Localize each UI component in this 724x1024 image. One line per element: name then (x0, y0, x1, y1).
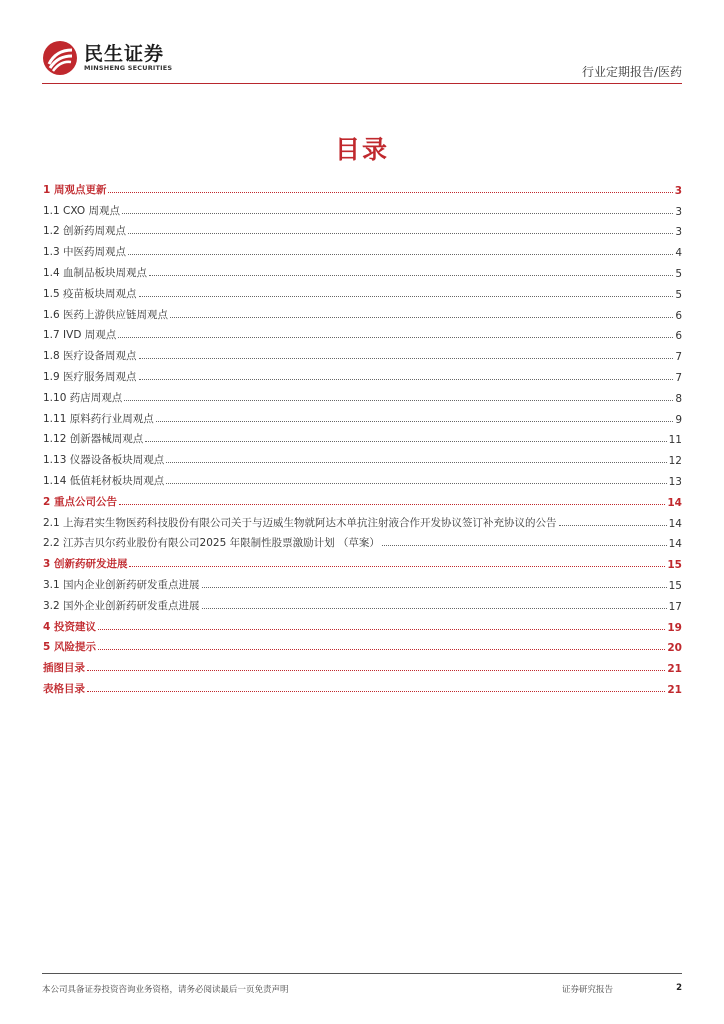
toc-entry-label: 1.4 血制品板块周观点 (43, 266, 148, 279)
toc-entry-page: 17 (668, 600, 682, 613)
toc-leader-dots (166, 461, 666, 463)
toc-entry[interactable] (43, 259, 682, 280)
toc-leader-dots (139, 357, 674, 359)
toc-entry[interactable] (43, 384, 682, 405)
toc-leader-dots (129, 565, 665, 567)
toc-entry[interactable] (43, 238, 682, 259)
toc-entry-page: 7 (675, 371, 682, 384)
toc-entry[interactable] (43, 634, 682, 655)
toc-entry[interactable] (43, 363, 682, 384)
logo-cn-text: 民生证券 (84, 42, 165, 65)
toc-entry-label: 1.14 低值耗材板块周观点 (43, 474, 165, 487)
toc-entry-label: 1.3 中医药周观点 (43, 246, 127, 259)
toc-leader-dots (128, 253, 673, 255)
toc-entry-label: 2.2 江苏吉贝尔药业股份有限公司2025 年限制性股票激励计划 （草案） (43, 537, 380, 550)
toc-leader-dots (87, 669, 665, 671)
toc-entry[interactable] (43, 197, 682, 218)
toc-entry-page: 4 (675, 247, 682, 260)
toc-leader-dots (166, 482, 666, 484)
toc-entry-label: 4 投资建议 (43, 620, 96, 633)
toc-entry-page: 3 (674, 184, 682, 197)
toc-entry-page: 6 (675, 309, 682, 322)
toc-entry-label: 1 周观点更新 (43, 183, 107, 196)
toc-entry-label: 1.7 IVD 周观点 (43, 329, 117, 342)
toc-entry[interactable] (43, 467, 682, 488)
toc-entry-page: 5 (675, 288, 682, 301)
toc-entry[interactable] (43, 342, 682, 363)
toc-entry-page: 13 (668, 475, 682, 488)
toc-entry-page: 20 (667, 642, 682, 655)
toc-entry-page: 21 (667, 663, 682, 676)
footer-doc-type: 证券研究报告 (562, 985, 614, 995)
toc-entry-page: 19 (667, 621, 682, 634)
toc-entry-label: 1.10 药店周观点 (43, 391, 123, 404)
toc-entry-label: 1.8 医疗设备周观点 (43, 350, 137, 363)
toc-leader-dots (149, 274, 673, 276)
toc-entry-label: 1.11 原料药行业周观点 (43, 412, 154, 425)
toc-entry-label: 3.1 国内企业创新药研发重点进展 (43, 578, 200, 591)
toc-leader-dots (139, 295, 674, 297)
company-logo (42, 40, 172, 76)
toc-entry[interactable] (43, 301, 682, 322)
toc-entry[interactable] (43, 530, 682, 551)
toc-leader-dots (98, 648, 665, 650)
toc-entry[interactable] (43, 488, 682, 509)
toc-entry[interactable] (43, 509, 682, 530)
toc-entry-page: 14 (668, 538, 682, 551)
toc-leader-dots (118, 336, 673, 338)
toc-entry[interactable] (43, 405, 682, 426)
toc-leader-dots (559, 524, 667, 526)
footer-divider (42, 973, 682, 974)
toc-entry[interactable] (43, 654, 682, 675)
toc-entry[interactable] (43, 446, 682, 467)
header-divider (42, 83, 682, 84)
toc-entry-page: 11 (668, 434, 682, 447)
toc-entry-label: 1.12 创新器械周观点 (43, 433, 144, 446)
toc-entry-page: 5 (675, 267, 682, 280)
page-number: 2 (676, 983, 682, 993)
toc-entry-label: 1.13 仪器设备板块周观点 (43, 454, 165, 467)
toc-leader-dots (128, 232, 673, 234)
toc-entry[interactable] (43, 675, 682, 696)
toc-leader-dots (156, 420, 674, 422)
toc-entry[interactable] (43, 322, 682, 343)
toc-entry-page: 21 (667, 683, 682, 696)
toc-entry-label: 1.2 创新药周观点 (43, 225, 127, 238)
toc-entry-page: 12 (668, 455, 682, 468)
toc-entry-page: 15 (667, 559, 682, 572)
toc-entry[interactable] (43, 426, 682, 447)
toc-entry-label: 2 重点公司公告 (43, 495, 117, 508)
toc-entry-label: 1.5 疫苗板块周观点 (43, 287, 137, 300)
toc-entry-label: 1.1 CXO 周观点 (43, 204, 120, 217)
toc-entry-page: 7 (675, 351, 682, 364)
toc-leader-dots (382, 544, 667, 546)
toc-leader-dots (202, 586, 667, 588)
toc-entry-label: 插图目录 (43, 662, 85, 675)
toc-leader-dots (202, 607, 667, 609)
page-header (42, 40, 682, 84)
table-of-contents (43, 176, 682, 696)
toc-entry[interactable] (43, 218, 682, 239)
toc-entry[interactable] (43, 571, 682, 592)
toc-entry-page: 6 (675, 330, 682, 343)
toc-title: 目录 (334, 135, 389, 164)
toc-leader-dots (145, 440, 666, 442)
toc-leader-dots (122, 212, 673, 214)
toc-entry-page: 3 (675, 226, 682, 239)
toc-leader-dots (124, 399, 673, 401)
toc-entry-page: 9 (675, 413, 682, 426)
toc-entry-label: 5 风险提示 (43, 641, 96, 654)
logo-en-text: MINSHENG SECURITIES (84, 63, 173, 72)
toc-entry-label: 3 创新药研发进展 (43, 558, 128, 571)
toc-entry[interactable] (43, 550, 682, 571)
toc-entry-page: 14 (668, 517, 682, 530)
toc-entry-label: 3.2 国外企业创新药研发重点进展 (43, 599, 200, 612)
toc-leader-dots (170, 316, 673, 318)
toc-entry-label: 1.9 医疗服务周观点 (43, 370, 137, 383)
minsheng-logo-icon (42, 40, 78, 76)
footer-disclaimer: 本公司具备证券投资咨询业务资格，请务必阅读最后一页免责声明 (42, 985, 289, 995)
toc-entry-page: 3 (675, 205, 682, 218)
toc-entry-page: 8 (675, 392, 682, 405)
toc-leader-dots (119, 503, 665, 505)
toc-entry-label: 2.1 上海君实生物医药科技股份有限公司关于与迈威生物就阿达木单抗注射液合作开发协议签订补充协议的公告 (43, 516, 557, 529)
toc-entry[interactable] (43, 176, 682, 197)
toc-entry-label: 1.6 医药上游供应链周观点 (43, 308, 169, 321)
toc-entry-label: 表格目录 (43, 682, 85, 695)
toc-entry[interactable] (43, 592, 682, 613)
report-type: 行业定期报告/医药 (581, 65, 682, 79)
toc-entry-page: 15 (668, 579, 682, 592)
toc-leader-dots (98, 628, 665, 630)
toc-leader-dots (87, 690, 665, 692)
toc-entry[interactable] (43, 280, 682, 301)
toc-leader-dots (108, 191, 672, 193)
toc-entry[interactable] (43, 613, 682, 634)
toc-leader-dots (139, 378, 674, 380)
toc-entry-page: 14 (667, 496, 682, 509)
